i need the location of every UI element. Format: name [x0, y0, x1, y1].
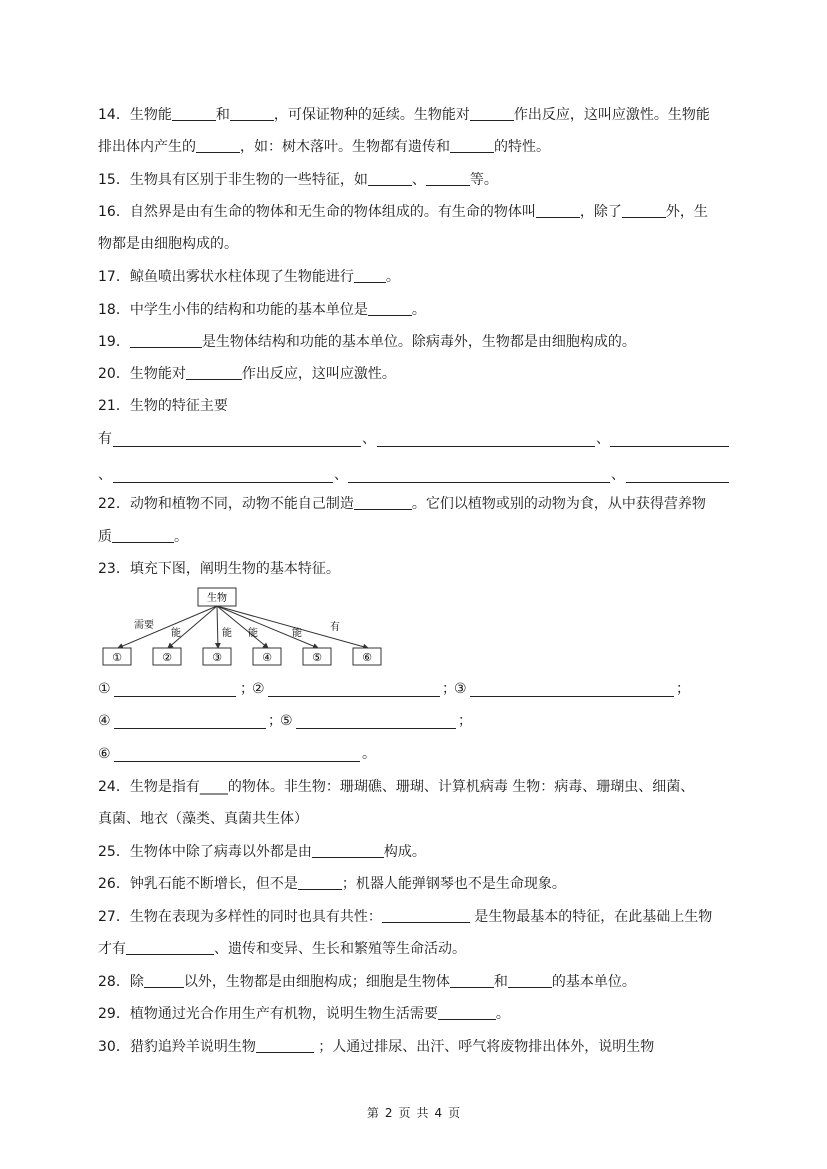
q22-text: 22．动物和植物不同，动物不能自己制造	[98, 496, 354, 512]
q23-answer-label: ④	[98, 713, 111, 729]
footer-text: 第	[366, 1106, 379, 1120]
blank[interactable]	[113, 482, 333, 483]
q14-text: 和	[215, 107, 230, 123]
footer-text: 页	[448, 1106, 461, 1120]
question-29	[98, 998, 730, 1030]
question-20	[98, 358, 730, 390]
q23-answer-label: ②	[252, 681, 265, 697]
diagram-box-label: ④	[262, 651, 272, 664]
q16-text: 16．自然界是由有生命的物体和无生命的物体组成的。有生命的物体叫	[98, 204, 536, 220]
q23-sep: ；	[268, 713, 282, 729]
blank[interactable]	[450, 973, 494, 988]
q21-text: 有	[98, 431, 112, 447]
blank[interactable]	[172, 106, 216, 121]
blank[interactable]	[626, 482, 729, 483]
blank[interactable]	[368, 171, 412, 186]
q28-text: 的基本单位。	[551, 974, 636, 990]
diagram-arrow	[217, 606, 318, 648]
q18-text: 18．中学生小伟的结构和功能的基本单位是	[98, 302, 368, 318]
q17-text: 17．鲸鱼喷出雾状水柱体现了生物能进行	[98, 269, 354, 285]
question-22-line2	[98, 521, 730, 553]
q20-text: 20．生物能对	[98, 366, 186, 382]
blank[interactable]	[450, 138, 494, 153]
blank[interactable]	[470, 696, 674, 697]
q27-text: 是生物最基本的特征，在此基础上生物	[469, 909, 713, 925]
blank[interactable]	[368, 301, 412, 316]
q24-text: 24．生物是指有____的物体。非生物：珊瑚礁、珊瑚、计算机病毒 生物：病毒、珊瑚虫、细菌、	[98, 779, 695, 795]
q18-text: 。	[411, 302, 426, 318]
question-26	[98, 868, 730, 900]
blank[interactable]	[230, 106, 274, 121]
question-14-line2	[98, 131, 730, 163]
q16-text: ，除了	[579, 204, 622, 220]
q23-text: 23．填充下图，阐明生物的基本特征。	[98, 561, 340, 577]
q14-text: 作出反应，这叫应激性。生物能	[513, 107, 710, 123]
question-23	[98, 553, 730, 585]
diagram-box-label: ⑥	[362, 651, 372, 664]
q30-text: ；人通过排尿、出汗、呼气将废物排出体外，说明生物	[313, 1039, 655, 1055]
diagram-box-label: ②	[162, 651, 172, 664]
blank[interactable]	[114, 761, 360, 762]
question-25	[98, 836, 730, 868]
q23-answer-label: ①	[98, 681, 111, 697]
blank[interactable]	[536, 203, 580, 218]
q25-text: 25．生物体中除了病毒以外都是由	[98, 844, 312, 860]
blank[interactable]	[377, 446, 595, 447]
q21-sep: 、	[611, 467, 625, 483]
q21-text: 21．生物的特征主要	[98, 398, 228, 414]
blank[interactable]	[114, 728, 266, 729]
q16-text: 物都是由细胞构成的。	[98, 236, 238, 252]
q16-text: 外，生	[665, 204, 708, 220]
diagram-arrow-label: 能	[248, 628, 258, 639]
question-27	[98, 901, 730, 933]
question-14	[98, 99, 730, 131]
q15-text: 等。	[469, 172, 498, 188]
blank[interactable]	[426, 171, 470, 186]
diagram-arrow-label: 需要	[134, 620, 154, 631]
q21-sep: 、	[98, 467, 112, 483]
q15-text: 、	[411, 172, 426, 188]
diagram-root-label: 生物	[207, 593, 227, 604]
blank[interactable]	[256, 1038, 314, 1053]
question-16-line2	[98, 228, 730, 260]
blank[interactable]	[354, 268, 386, 283]
diagram-arrow-label: 能	[292, 628, 302, 639]
q14-text: 的特性。	[494, 139, 550, 155]
question-16	[98, 196, 730, 228]
diagram-box-label: ①	[112, 651, 122, 664]
page-number: 2	[384, 1106, 393, 1120]
blank[interactable]	[196, 138, 240, 153]
q23-answer-label: ⑤	[280, 713, 293, 729]
blank[interactable]	[268, 696, 440, 697]
diagram-arrow	[217, 606, 218, 648]
q28-text: 以外，生物都是由细胞构成；细胞是生物体	[183, 974, 450, 990]
characteristics-diagram	[98, 585, 388, 670]
blank[interactable]	[610, 446, 729, 447]
q24-text: 真菌、地衣（藻类、真菌共生体）	[98, 811, 308, 827]
blank[interactable]	[144, 973, 184, 988]
footer-text: 共	[416, 1106, 429, 1120]
q21-sep: 、	[362, 431, 376, 447]
q23-sep: ；	[458, 713, 472, 729]
q28-text: 28．除	[98, 974, 144, 990]
blank[interactable]	[112, 528, 174, 543]
page-total: 4	[434, 1106, 443, 1120]
question-24	[98, 771, 730, 803]
blank[interactable]	[130, 333, 202, 348]
diagram-arrow-label: 能	[171, 628, 181, 639]
q14-text: ，可保证物种的延续。生物能对	[273, 107, 470, 123]
blank[interactable]	[622, 203, 666, 218]
q29-text: 。	[495, 1006, 510, 1022]
q30-text: 30．猎豹追羚羊说明生物	[98, 1039, 256, 1055]
blank[interactable]	[126, 940, 214, 955]
question-21	[98, 390, 730, 422]
q14-text: 14．生物能	[98, 107, 172, 123]
blank[interactable]	[113, 446, 361, 447]
q22-text: 。	[174, 529, 188, 545]
q23-sep: ；	[676, 681, 690, 697]
q21-sep: 、	[334, 467, 348, 483]
question-24-line2	[98, 803, 730, 835]
blank[interactable]	[438, 1005, 496, 1020]
q22-text: 质	[98, 529, 112, 545]
question-30	[98, 1031, 730, 1063]
q25-text: 构成。	[383, 844, 426, 860]
q26-text: 26．钟乳石能不断增长，但不是	[98, 876, 298, 892]
blank[interactable]	[508, 973, 552, 988]
diagram-arrow	[168, 606, 217, 648]
diagram-arrow-label: 有	[330, 622, 340, 633]
q27-text: 27．生物在表现为多样性的同时也具有共性：	[98, 909, 382, 925]
q14-text: ，如：树木落叶。生物都有遗传和	[240, 139, 450, 155]
blank[interactable]	[312, 843, 384, 858]
q19-text: 19．	[98, 334, 130, 350]
question-18	[98, 294, 730, 326]
page-footer	[0, 1104, 827, 1121]
blank[interactable]	[348, 482, 610, 483]
blank[interactable]	[296, 728, 456, 729]
q19-text: 是生物体结构和功能的基本单位。除病毒外，生物都是由细胞构成的。	[201, 334, 636, 350]
q23-sep: 。	[362, 746, 376, 762]
q26-text: ；机器人能弹钢琴也不是生命现象。	[341, 876, 566, 892]
diagram-arrow-label: 能	[222, 628, 232, 639]
q23-sep: ；	[240, 681, 254, 697]
blank[interactable]	[470, 106, 514, 121]
blank[interactable]	[298, 875, 342, 890]
q23-answer-label: ③	[454, 681, 467, 697]
q17-text: 。	[385, 269, 400, 285]
question-28	[98, 966, 730, 998]
blank[interactable]	[354, 495, 412, 510]
blank[interactable]	[382, 908, 470, 923]
q22-text: 。它们以植物或别的动物为食，从中获得营养物	[411, 496, 706, 512]
question-15	[98, 164, 730, 196]
blank[interactable]	[114, 696, 236, 697]
q14-text: 排出体内产生的	[98, 139, 196, 155]
q15-text: 15．生物具有区别于非生物的一些特征，如	[98, 172, 368, 188]
q21-sep: 、	[596, 431, 610, 447]
q23-sep: ；	[442, 681, 456, 697]
q27-text: 、遗传和变异、生长和繁殖等生命活动。	[214, 941, 466, 957]
diagram-box-label: ⑤	[312, 651, 322, 664]
blank[interactable]	[186, 365, 242, 380]
question-22	[98, 488, 730, 520]
q28-text: 和	[493, 974, 508, 990]
footer-text: 页	[398, 1106, 411, 1120]
diagram-arrow	[217, 606, 268, 648]
q20-text: 作出反应，这叫应激性。	[241, 366, 396, 382]
q29-text: 29．植物通过光合作用生产有机物，说明生物生活需要	[98, 1006, 438, 1022]
diagram-arrow	[217, 606, 368, 648]
question-17	[98, 261, 730, 293]
question-19	[98, 326, 730, 358]
diagram-arrow	[118, 606, 217, 648]
question-27-line2	[98, 933, 730, 965]
q23-answer-label: ⑥	[98, 746, 111, 762]
diagram-box-label: ③	[212, 651, 222, 664]
q27-text: 才有	[98, 941, 126, 957]
